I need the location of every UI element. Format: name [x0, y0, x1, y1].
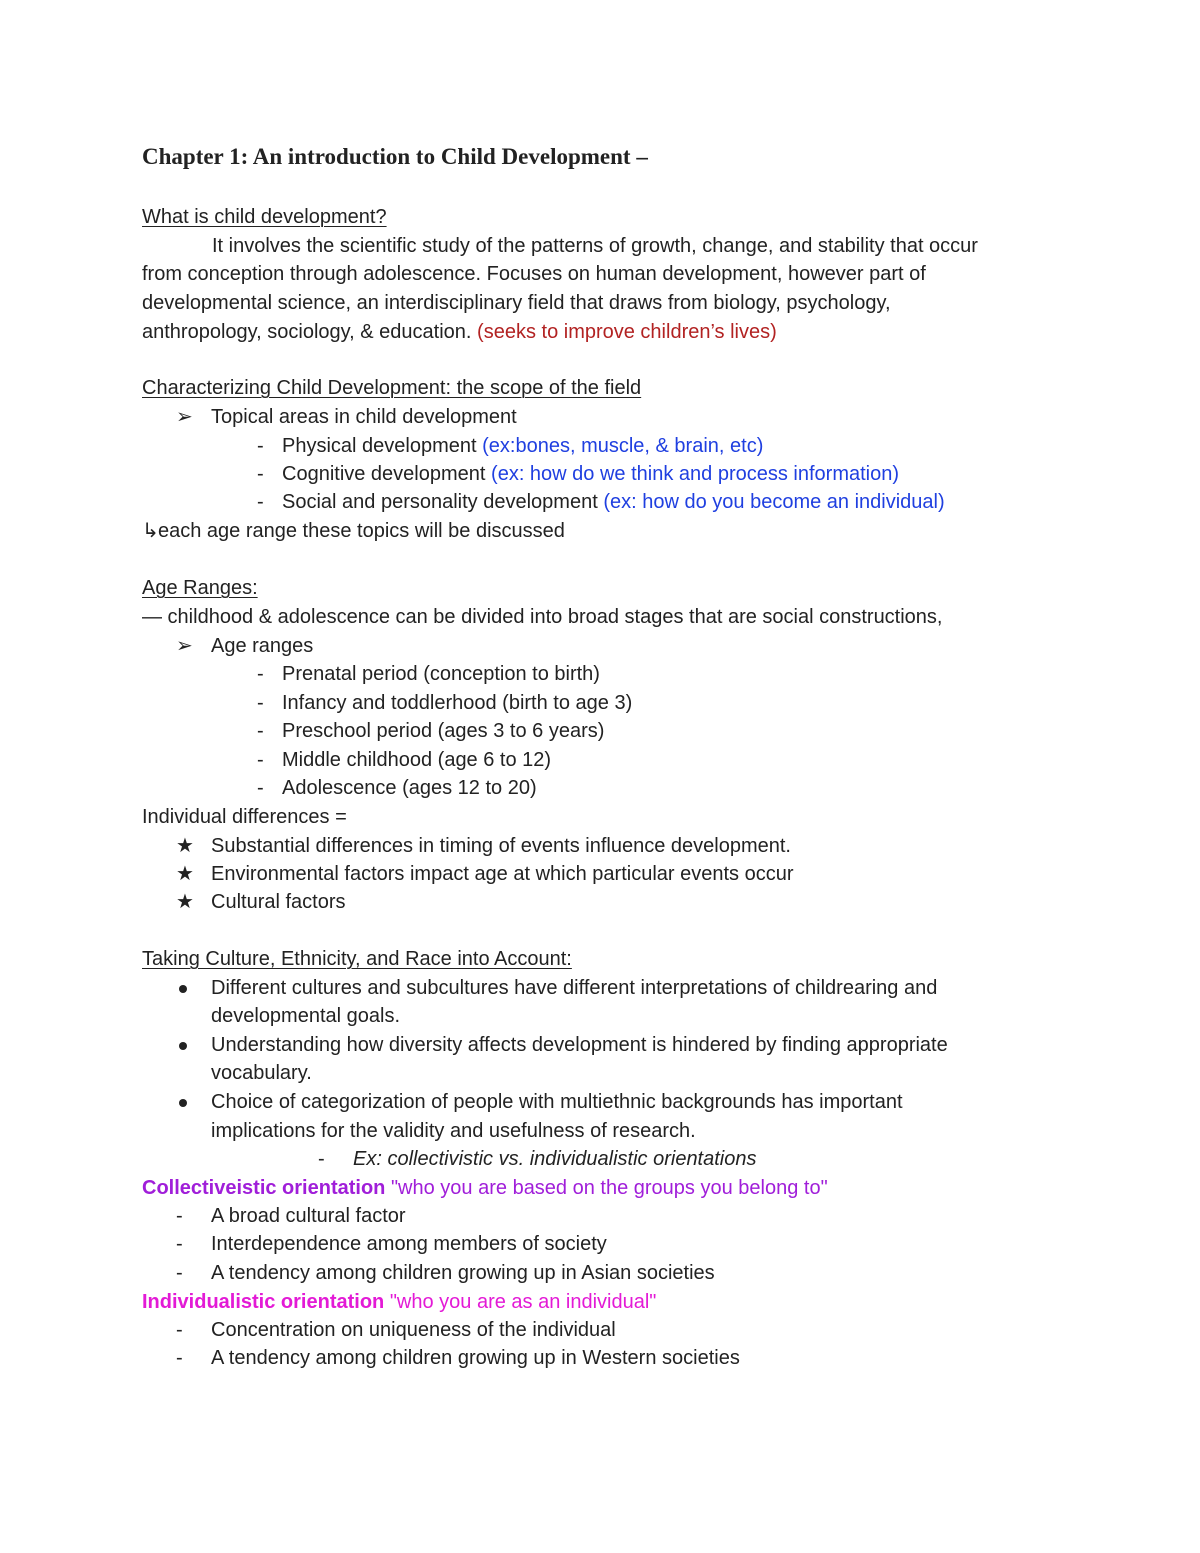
individualistic-term: Individualistic orientation [142, 1291, 385, 1313]
list-item-physical [282, 432, 763, 460]
physical-label: Physical development [282, 435, 477, 457]
topical-areas-item: Topical areas in child development [211, 406, 517, 428]
age-item-middle: Middle childhood (age 6 to 12) [282, 749, 552, 771]
paragraph-line-1: It involves the scientific study of the patterns of growth, change, and stability that occur [212, 235, 978, 257]
collectivistic-item-2: Interdependence among members of society [211, 1233, 607, 1255]
paragraph-line-2: from conception through adolescence. Focuses on human development, however part of [142, 263, 926, 285]
cognitive-note: (ex: how do we think and process information) [491, 463, 900, 485]
individualistic-item-2: A tendency among children growing up in Western societies [211, 1347, 740, 1369]
individualistic-item-1: Concentration on uniqueness of the individual [211, 1319, 616, 1341]
return-arrow-icon: ↳ [142, 520, 159, 542]
star-item-environment: Environmental factors impact age at which particular events occur [211, 863, 794, 885]
dash-bullet-icon: - [257, 463, 264, 485]
age-item-preschool: Preschool period (ages 3 to 6 years) [282, 720, 605, 742]
list-item-social [282, 488, 945, 516]
dash-bullet-icon: - [257, 692, 264, 714]
paragraph-line-4 [142, 318, 777, 346]
dash-bullet-icon: - [176, 1233, 183, 1255]
culture-bullet-2-line-1: Understanding how diversity affects development is hindered by finding appropriate [211, 1034, 948, 1056]
section-heading-culture: Taking Culture, Ethnicity, and Race into Account: [142, 948, 572, 970]
star-bullet-icon: ★ [176, 835, 194, 857]
section-heading-scope: Characterizing Child Development: the scope of the field [142, 377, 642, 399]
dash-bullet-icon: - [318, 1148, 325, 1170]
individualistic-heading [142, 1288, 656, 1316]
star-bullet-icon: ★ [176, 891, 194, 913]
culture-bullet-3-line-2: implications for the validity and usefulness of research. [211, 1120, 696, 1142]
dash-bullet-icon: - [257, 777, 264, 799]
culture-bullet-1-line-1: Different cultures and subcultures have different interpretations of childrearing and [211, 977, 938, 999]
topics-discussed-note: each age range these topics will be discussed [158, 520, 565, 542]
age-item-prenatal: Prenatal period (conception to birth) [282, 663, 600, 685]
orientation-example: Ex: collectivistic vs. individualistic orientations [353, 1148, 757, 1170]
paragraph-line-4-text: anthropology, sociology, & education. [142, 321, 472, 343]
dash-bullet-icon: - [257, 491, 264, 513]
age-item-adolescence: Adolescence (ages 12 to 20) [282, 777, 537, 799]
collectivistic-heading [142, 1174, 828, 1202]
dash-bullet-icon: - [257, 663, 264, 685]
list-item-cognitive [282, 460, 899, 488]
dash-bullet-icon: - [257, 435, 264, 457]
cognitive-label: Cognitive development [282, 463, 486, 485]
page-title: Chapter 1: An introduction to Child Development – [142, 144, 648, 169]
social-note: (ex: how do you become an individual) [603, 491, 945, 513]
section-heading-what-is: What is child development? [142, 206, 387, 228]
age-ranges-intro: — childhood & adolescence can be divided into broad stages that are social constructions, [142, 606, 943, 628]
dash-bullet-icon: - [257, 749, 264, 771]
bullet-dot-icon [179, 1042, 187, 1050]
dash-bullet-icon: - [176, 1205, 183, 1227]
individual-differences-label: Individual differences = [142, 806, 347, 828]
culture-bullet-1-line-2: developmental goals. [211, 1005, 401, 1027]
physical-note: (ex:bones, muscle, & brain, etc) [482, 435, 764, 457]
star-item-timing: Substantial differences in timing of events influence development. [211, 835, 791, 857]
improve-lives-note: (seeks to improve children’s lives) [477, 321, 777, 343]
dash-bullet-icon: - [176, 1262, 183, 1284]
section-heading-age-ranges: Age Ranges: [142, 577, 258, 599]
collectivistic-item-1: A broad cultural factor [211, 1205, 406, 1227]
collectivistic-term: Collectiveistic orientation [142, 1177, 386, 1199]
age-ranges-item: Age ranges [211, 635, 314, 657]
individualistic-quote: "who you are as an individual" [389, 1291, 657, 1313]
social-label: Social and personality development [282, 491, 598, 513]
culture-bullet-2-line-2: vocabulary. [211, 1062, 312, 1084]
dash-bullet-icon: - [176, 1319, 183, 1341]
star-item-cultural: Cultural factors [211, 891, 346, 913]
arrow-bullet-icon: ➢ [176, 406, 193, 428]
dash-bullet-icon: - [257, 720, 264, 742]
collectivistic-item-3: A tendency among children growing up in Asian societies [211, 1262, 715, 1284]
star-bullet-icon: ★ [176, 863, 194, 885]
bullet-dot-icon [179, 1099, 187, 1107]
age-item-infancy: Infancy and toddlerhood (birth to age 3) [282, 692, 633, 714]
culture-bullet-3-line-1: Choice of categorization of people with multiethnic backgrounds has important [211, 1091, 903, 1113]
arrow-bullet-icon: ➢ [176, 635, 193, 657]
dash-bullet-icon: - [176, 1347, 183, 1369]
collectivistic-quote: "who you are based on the groups you belong to" [390, 1177, 828, 1199]
bullet-dot-icon [179, 985, 187, 993]
paragraph-line-3: developmental science, an interdisciplinary field that draws from biology, psychology, [142, 292, 891, 314]
